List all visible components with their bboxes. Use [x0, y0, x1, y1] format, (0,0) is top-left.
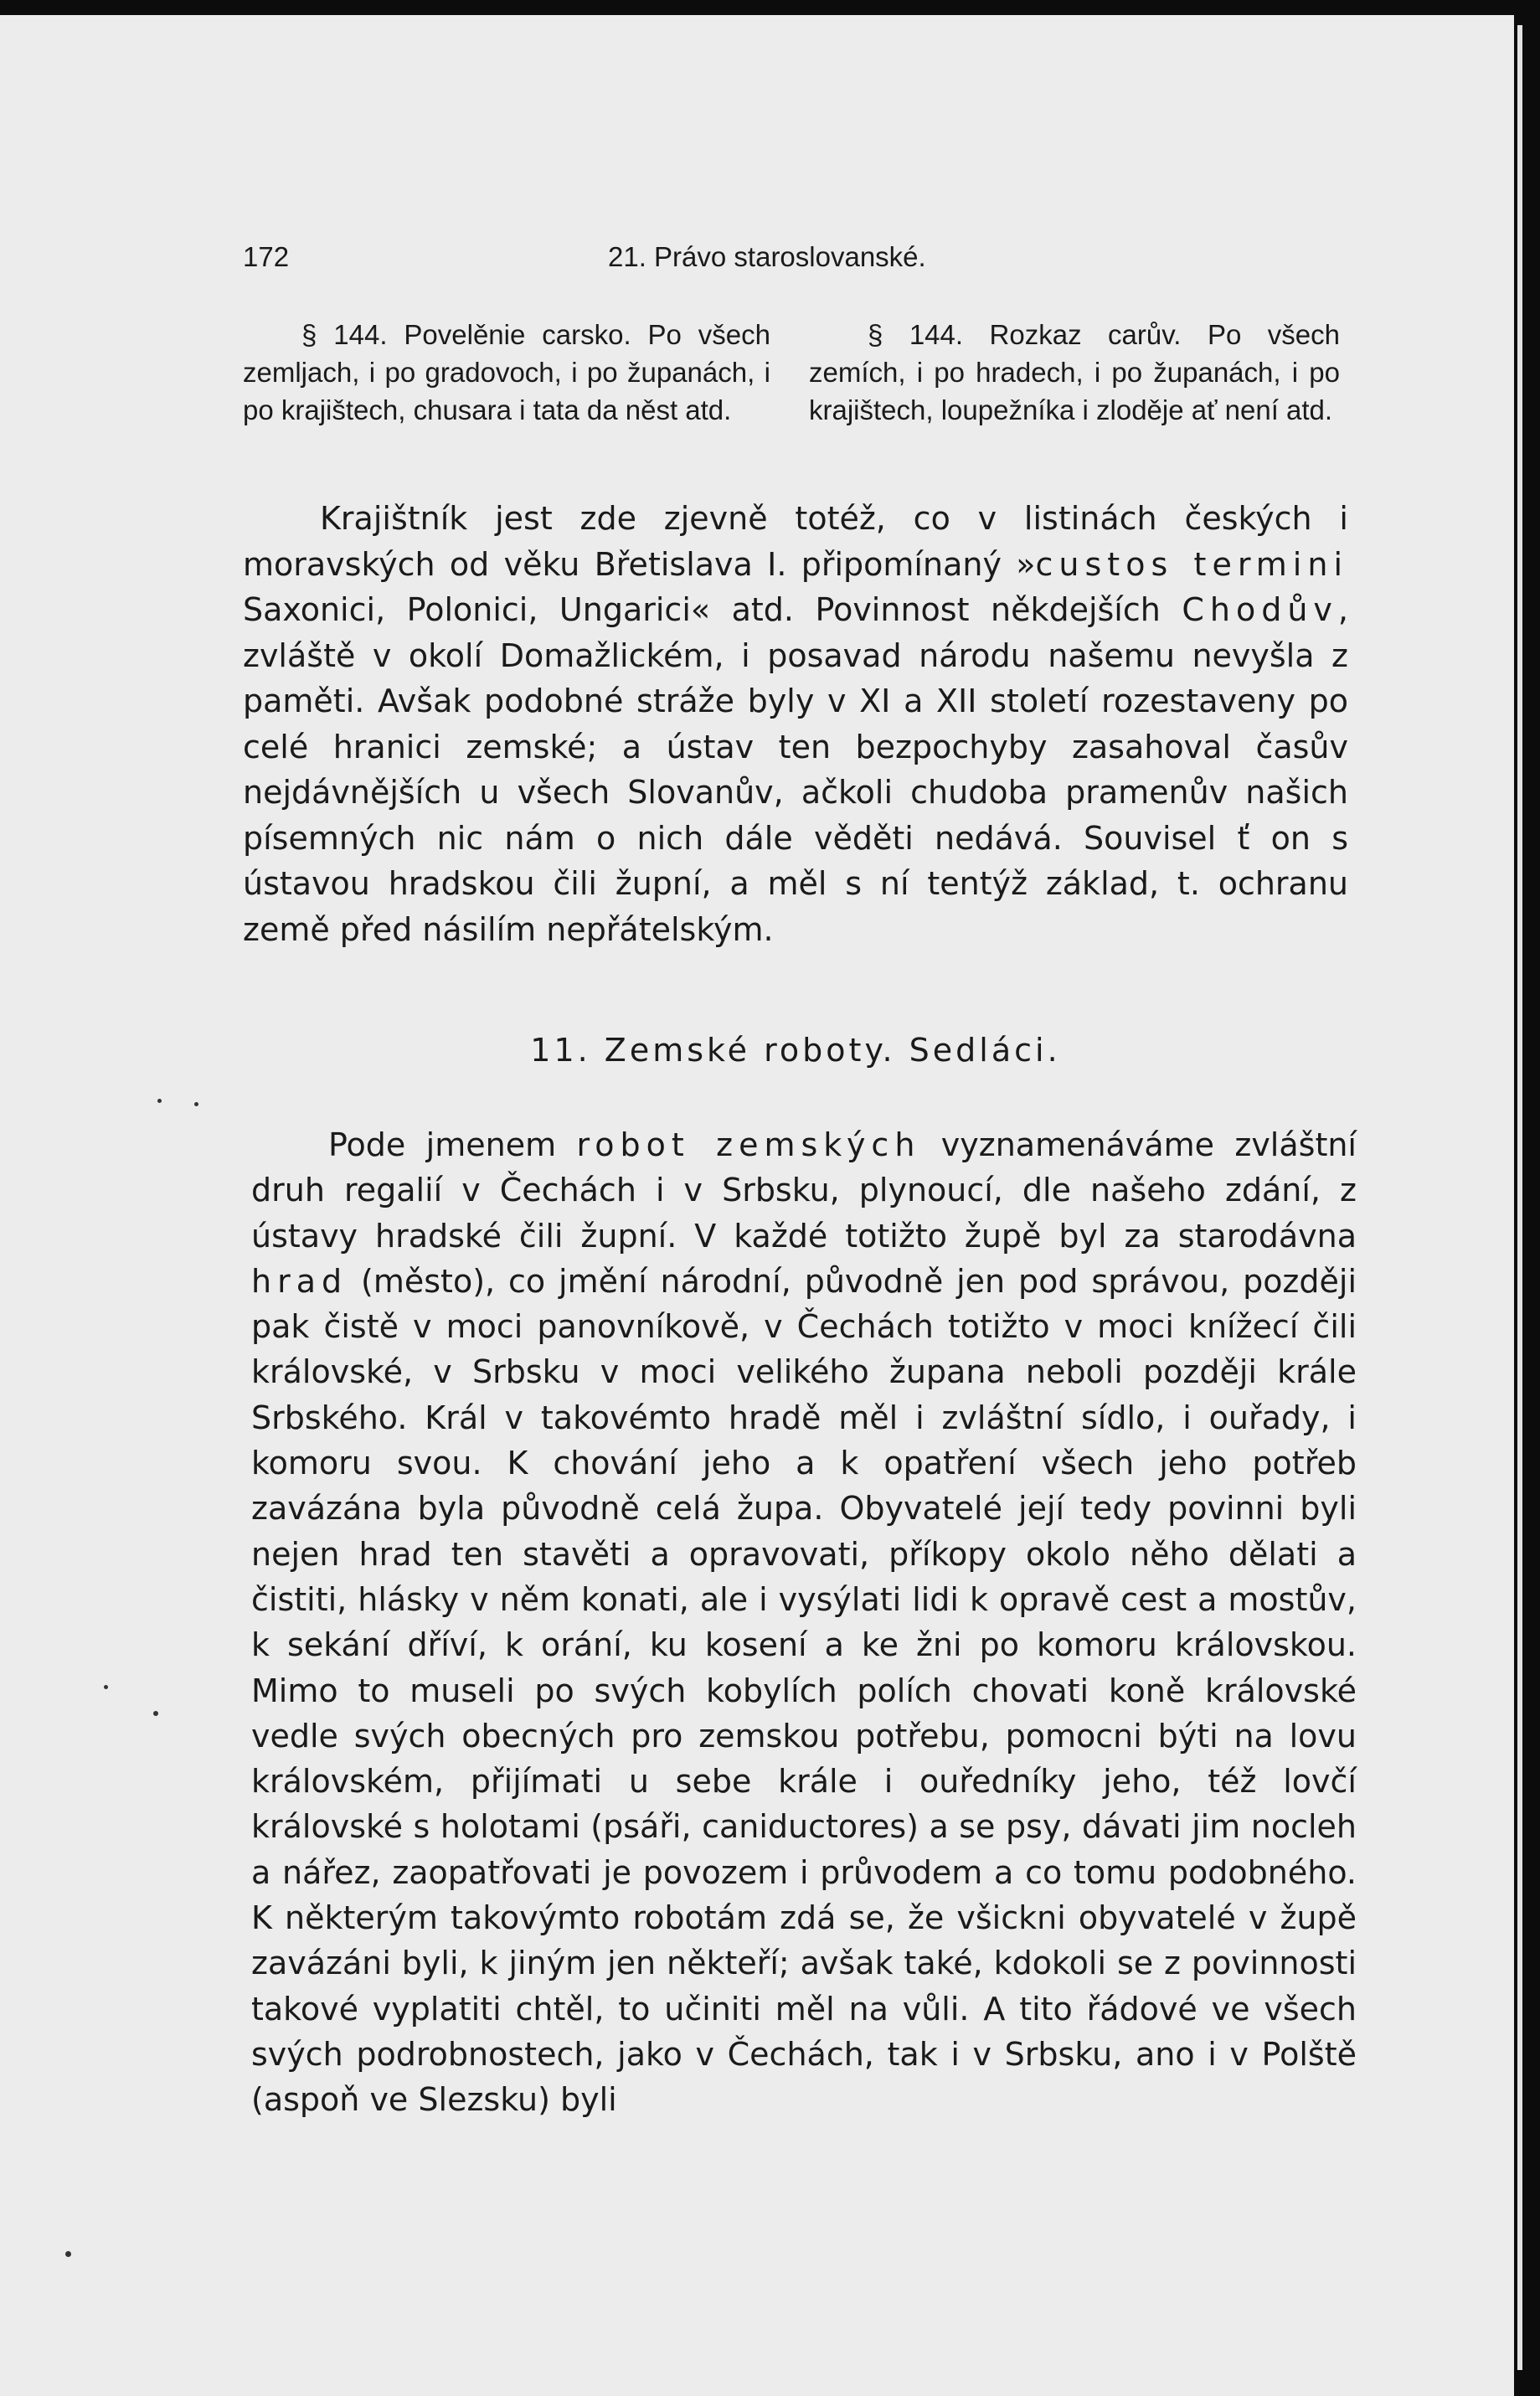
- margin-speck: [194, 1102, 198, 1106]
- spaced-term-chodu: Chodův: [1182, 591, 1338, 628]
- margin-speck: [157, 1099, 162, 1103]
- text-run: Saxonici, Polonici, Ungarici« atd. Povinnost někdejších: [243, 591, 1182, 628]
- spaced-term-hrad: hrad: [251, 1262, 348, 1300]
- parallel-text-left: § 144. Povelěnie carsko. Po všech zemljach, i po gradovoch, i po županách, i po krajištech, chusara i tata da něst atd.: [243, 319, 770, 425]
- margin-speck: [65, 2251, 71, 2257]
- text-run: (město), co jmění národní, původně jen pod správou, později pak čistě v moci panovníkově, v Čechách totižto v moci knížecí čili královské, v Srbsku v moci velikého župana neboli později krále Srbského. Král v takovémto hradě měl i zvláštní sídlo, i ouřady, i komoru svou. K chování jeho a k opatření všech jeho potřeb zavázána byla původně celá župa. Obyvatelé její tedy povinni byli nejen hrad ten stavěti a opravovati, příkopy okolo něho dělati a čistiti, hlásky v něm konati, ale i vysýlati lidi k opravě cest a mostův, k sekání dříví, k orání, ku kosení a ke žni po komoru královskou. Mimo to museli po svých kobylích polích chovati koně královské vedle svých obecných pro zemskou potřebu, pomocni býti na lovu královském, přijímati u sebe krále i ouředníky jeho, též lovčí královské s holotami (psáři, caniductores) a se psy, dávati jim nocleh a nářez, zaopatřovati je povozem i průvodem a co tomu podobného. K některým takovýmto robotám zdá se, že všickni obyvatelé v župě zavázáni byli, k jiným jen někteří; avšak také, kdokoli se z povinnosti takové vyplatiti chtěl, to učiniti měl na vůli. A tito řádové ve všech svých podrobnostech, jako v Čechách, tak i v Srbsku, ano i v Polště (aspoň ve Slezsku) byli: [251, 1262, 1357, 2119]
- section-heading: 11. Zemské roboty. Sedláci.: [530, 1032, 1061, 1069]
- margin-speck: [104, 1685, 108, 1689]
- paragraph-krajistnik: [243, 496, 1348, 952]
- text-run: Pode jmenem: [328, 1126, 577, 1163]
- spaced-term-custos-termini: custos termini: [1035, 545, 1349, 583]
- margin-speck: [153, 1711, 158, 1716]
- paragraph-zemske-roboty: [251, 1122, 1357, 2123]
- spaced-term-robot-zemskych: robot zemských: [576, 1126, 921, 1163]
- text-run: vyznamenáváme zvláštní druh regalií v Čechách i v Srbsku, plynoucí, dle našeho zdání, z ústavy hradské čili župní. V každé totižto župě byl za starodávna: [251, 1126, 1357, 1255]
- text-run: Krajištník jest zde zjevně totéž, co v listinách českých i moravských od věku Břetislava I. připomínaný »: [243, 500, 1348, 583]
- text-run: , zvláště v okolí Domažlickém, i posavad národu našemu nevyšla z paměti. Avšak podobné stráže byly v XI a XII století rozestaveny po celé hranici zemské; a ústav ten bezpochyby zasahoval časův nejdávnějších u všech Slovanův, ačkoli chudoba pramenův našich písemných nic nám o nich dále věděti nedává. Souvisel ť on s ústavou hradskou čili župní, a měl s ní tentýž základ, t. ochranu země před násilím nepřátelským.: [243, 591, 1348, 948]
- running-title: 21. Právo staroslovanské.: [608, 241, 926, 272]
- page-number: 172: [243, 241, 290, 272]
- parallel-text-right: § 144. Rozkaz carův. Po všech zemích, i po hradech, i po županách, i po krajištech, loupežníka i zloděje ať není atd.: [809, 319, 1340, 425]
- page-edge-strip: [1517, 25, 1522, 2370]
- page-header: [243, 241, 1348, 283]
- scan-top-border: [0, 0, 1540, 15]
